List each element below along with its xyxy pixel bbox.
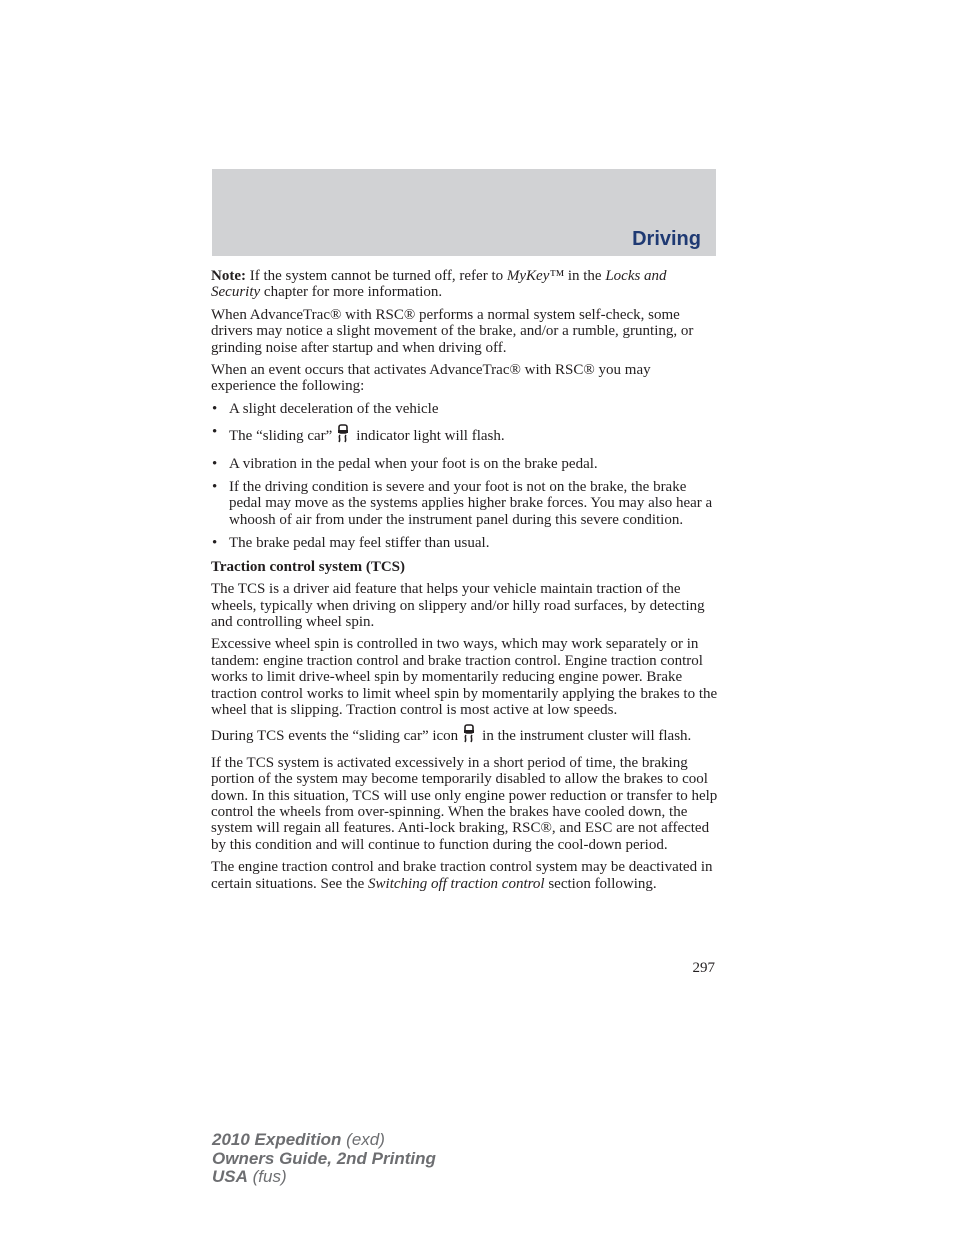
tcs-icon-paragraph (211, 724, 719, 748)
deactivation-paragraph (211, 859, 719, 892)
list-item (211, 401, 719, 417)
sliding-car-icon (336, 424, 350, 448)
event-paragraph: When an event occurs that activates AdvanceTrac® with RSC® you may experience the following: (211, 362, 651, 395)
page-body (211, 268, 719, 898)
note-label: Note: (211, 268, 246, 284)
bullet-text: The “sliding car” (229, 428, 333, 445)
footer-market-code: (fus) (247, 1167, 287, 1186)
bullet-text: If the driving condition is severe and your foot is not on the brake, the brake pedal may move as the systems applies higher brake forces. You may also hear a whoosh of air from under the instrument panel during this severe condition. (229, 479, 713, 528)
tcs-intro-paragraph: The TCS is a driver aid feature that helps your vehicle maintain traction of the wheels, typically when driving on slippery and/or hilly road surfaces, by detecting and controlling wheel spin. (211, 581, 705, 630)
cool-down-paragraph: If the TCS system is activated excessively in a short period of time, the braking portion of the system may become temporarily disabled to allow the brakes to cool down. In this situation, TCS will use only engine power reduction or transfer to help control the wheels from over-spinning. When the brakes have cooled down, the system will regain all features. Anti-lock braking, RSC®, and ESC are not affected by this condition and will continue to function during the cool-down period. (211, 754, 718, 853)
list-item (211, 456, 719, 472)
document-footer (212, 1131, 436, 1187)
paragraph-text: During TCS events the “sliding car” icon (211, 728, 459, 745)
footer-line-market (212, 1168, 436, 1187)
bullet-text: indicator light will flash. (356, 428, 505, 445)
bullet-glyph: • (212, 455, 218, 472)
bullet-glyph: • (212, 400, 218, 417)
bullet-text: A slight deceleration of the vehicle (229, 400, 439, 417)
list-item (211, 479, 719, 528)
note-text-1: If the system cannot be turned off, refer to (245, 268, 507, 284)
paragraph-text: The engine traction control and brake traction control system may be deactivated in certain situations. See the (211, 859, 713, 892)
sliding-car-icon (462, 724, 476, 748)
footer-market: USA (212, 1167, 248, 1186)
page-number: 297 (692, 960, 715, 976)
list-item (211, 424, 719, 448)
footer-model: 2010 Expedition (212, 1130, 342, 1149)
note-paragraph (211, 268, 719, 301)
footer-model-code: (exd) (341, 1130, 385, 1149)
tcs-heading: Traction control system (TCS) (211, 558, 406, 575)
locks-security-reference: Locks and Security (211, 268, 667, 301)
footer-line-printing (212, 1150, 436, 1169)
footer-line-model (212, 1131, 436, 1150)
list-item (211, 535, 719, 551)
bullet-glyph: • (212, 479, 218, 496)
paragraph-text: in the instrument cluster will flash. (482, 728, 692, 745)
section-header-band (212, 169, 716, 256)
mykey-reference: MyKey™ (506, 268, 565, 284)
wheel-spin-paragraph: Excessive wheel spin is controlled in two ways, which may work separately or in tandem: engine traction control and brake traction control. Engine traction control works to limit drive-wheel spin by momentarily reducing engine power. Brake traction control works to limit wheel spin by momentarily applying the brakes to the wheel that is slipping. Traction control is most active at low speeds. (211, 636, 718, 718)
footer-printing: Owners Guide, 2nd Printing (212, 1148, 436, 1168)
event-bullet-list (211, 401, 719, 552)
switching-off-reference: Switching off traction control (368, 875, 545, 892)
bullet-glyph: • (212, 424, 218, 441)
paragraph-text: section following. (544, 875, 657, 892)
note-text-3: chapter for more information. (260, 284, 443, 301)
bullet-text: A vibration in the pedal when your foot is on the brake pedal. (229, 455, 598, 472)
note-text-2: in the (564, 268, 606, 284)
bullet-glyph: • (212, 535, 218, 552)
section-title: Driving (632, 228, 701, 250)
self-check-paragraph: When AdvanceTrac® with RSC® performs a normal system self-check, some drivers may notice a slight movement of the brake, and/or a rumble, grunting, or grinding noise after startup and when driving off. (211, 306, 694, 356)
bullet-text: The brake pedal may feel stiffer than usual. (229, 535, 490, 552)
